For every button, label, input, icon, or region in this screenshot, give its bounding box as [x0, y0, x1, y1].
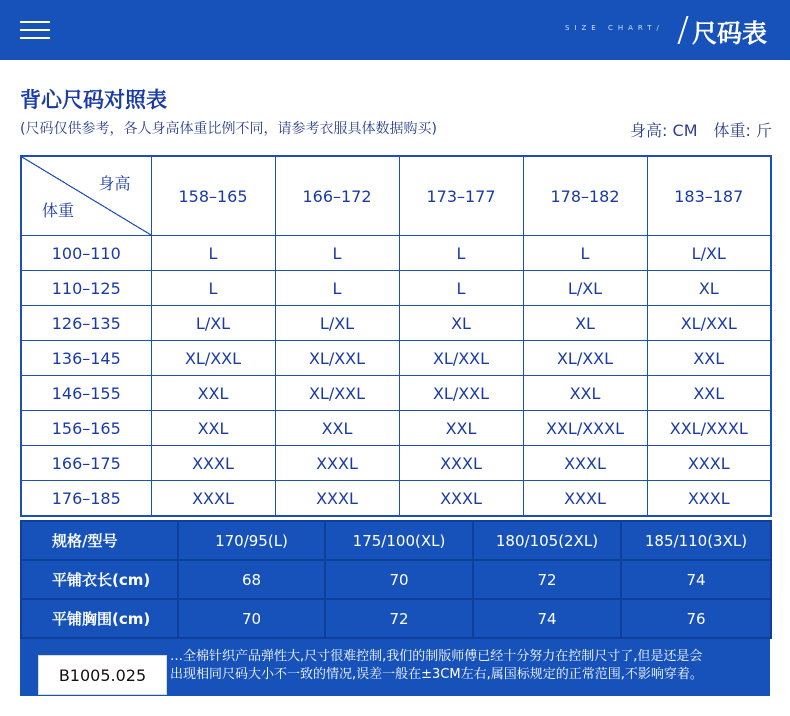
size-cell: XXL — [647, 376, 771, 411]
corner-height-label: 身高 — [98, 174, 131, 193]
corner-weight-label: 体重 — [42, 201, 75, 220]
table-row — [21, 236, 771, 271]
size-table-header-row — [21, 156, 771, 236]
height-range-header: 183–187 — [647, 156, 771, 236]
size-cell: XXXL — [647, 481, 771, 517]
size-cell: XL/XXL — [275, 376, 399, 411]
size-cell: XXL — [151, 411, 275, 446]
menu-icon[interactable] — [20, 19, 50, 41]
measurement-footnote — [170, 648, 766, 684]
size-cell: L — [151, 236, 275, 271]
weight-range-cell: 100–110 — [21, 236, 151, 271]
spec-value-cell: 70 — [325, 560, 473, 599]
spec-label-cell: 规格/型号 — [21, 521, 178, 560]
spec-label-cell: 平铺衣长(cm) — [21, 560, 178, 599]
size-cell: XXXL — [275, 481, 399, 517]
size-cell: L — [151, 271, 275, 306]
spec-label-cell: 平铺胸围(cm) — [21, 599, 178, 638]
page-title: 背心尺码对照表 — [20, 88, 167, 112]
size-cell: XL/XXL — [399, 341, 523, 376]
size-cell: XXXL — [151, 481, 275, 517]
spec-value-cell: 76 — [621, 599, 771, 638]
size-cell: XXL — [399, 411, 523, 446]
table-row — [21, 376, 771, 411]
size-cell: XL/XXL — [151, 341, 275, 376]
spec-value-cell: 180/105(2XL) — [473, 521, 621, 560]
size-cell: L — [523, 236, 647, 271]
weight-range-cell: 146–155 — [21, 376, 151, 411]
weight-range-cell: 166–175 — [21, 446, 151, 481]
corner-cell — [21, 156, 151, 236]
spec-value-cell: 185/110(3XL) — [621, 521, 771, 560]
reference-note: (尺码仅供参考，各人身高体重比例不同，请参考衣服具体数据购买) — [20, 121, 437, 137]
size-cell: L — [399, 271, 523, 306]
size-cell: L — [399, 236, 523, 271]
size-cell: XXXL — [399, 446, 523, 481]
weight-unit: 体重: 斤 — [713, 121, 772, 140]
size-cell: L/XL — [523, 271, 647, 306]
spec-value-cell: 72 — [325, 599, 473, 638]
height-range-header: 178–182 — [523, 156, 647, 236]
size-cell: XXL/XXXL — [523, 411, 647, 446]
table-row — [21, 411, 771, 446]
size-chart-table — [20, 155, 772, 517]
table-row — [21, 271, 771, 306]
size-cell: XXL/XXXL — [647, 411, 771, 446]
spec-value-cell: 170/95(L) — [178, 521, 325, 560]
size-cell: XL — [647, 271, 771, 306]
header-title: 尺码表 — [692, 19, 768, 48]
footnote-line: 出现相同尺码大小不一致的情况,误差一般在±3CM左右,属国标规定的正常范围,不影响穿着。 — [170, 667, 703, 682]
size-cell: XXL — [647, 341, 771, 376]
table-row — [21, 446, 771, 481]
size-cell: XXXL — [523, 481, 647, 517]
size-cell: L — [275, 236, 399, 271]
weight-range-cell: 110–125 — [21, 271, 151, 306]
spec-value-cell: 68 — [178, 560, 325, 599]
weight-range-cell: 176–185 — [21, 481, 151, 517]
spec-row — [21, 560, 771, 599]
size-cell: XL — [523, 306, 647, 341]
weight-range-cell: 156–165 — [21, 411, 151, 446]
table-row — [21, 306, 771, 341]
height-range-header: 166–172 — [275, 156, 399, 236]
spec-value-cell: 175/100(XL) — [325, 521, 473, 560]
garment-spec-table — [20, 520, 772, 639]
spec-row — [21, 599, 771, 638]
weight-range-cell: 126–135 — [21, 306, 151, 341]
size-cell: XXL — [275, 411, 399, 446]
size-cell: XL/XXL — [647, 306, 771, 341]
height-range-header: 158–165 — [151, 156, 275, 236]
weight-range-cell: 136–145 — [21, 341, 151, 376]
spec-value-cell: 74 — [621, 560, 771, 599]
spec-value-cell: 74 — [473, 599, 621, 638]
size-cell: XL/XXL — [523, 341, 647, 376]
size-cell: L/XL — [151, 306, 275, 341]
size-cell: L/XL — [275, 306, 399, 341]
size-cell: XXXL — [275, 446, 399, 481]
size-cell: XL — [399, 306, 523, 341]
size-cell: XXL — [523, 376, 647, 411]
header-bar — [0, 0, 790, 60]
size-cell: XL/XXL — [399, 376, 523, 411]
size-cell: XL/XXL — [275, 341, 399, 376]
size-cell: XXXL — [647, 446, 771, 481]
size-cell: XXXL — [151, 446, 275, 481]
spec-row — [21, 521, 771, 560]
size-cell: XXL — [151, 376, 275, 411]
table-row — [21, 341, 771, 376]
size-cell: L/XL — [647, 236, 771, 271]
height-range-header: 173–177 — [399, 156, 523, 236]
size-cell: L — [275, 271, 399, 306]
footnote-line: …全棉针织产品弹性大,尺寸很难控制,我们的制版师傅已经十分努力在控制尺寸了,但是还是会 — [170, 649, 703, 664]
spec-value-cell: 70 — [178, 599, 325, 638]
spec-value-cell: 72 — [473, 560, 621, 599]
height-unit: 身高: CM — [630, 121, 698, 140]
size-cell: XXXL — [399, 481, 523, 517]
product-code: B1005.025 — [38, 655, 167, 695]
unit-legend — [630, 118, 772, 141]
table-row — [21, 481, 771, 517]
size-chart-subtitle: SIZE CHART/ — [565, 24, 664, 32]
header-divider — [677, 16, 688, 44]
size-cell: XXXL — [523, 446, 647, 481]
